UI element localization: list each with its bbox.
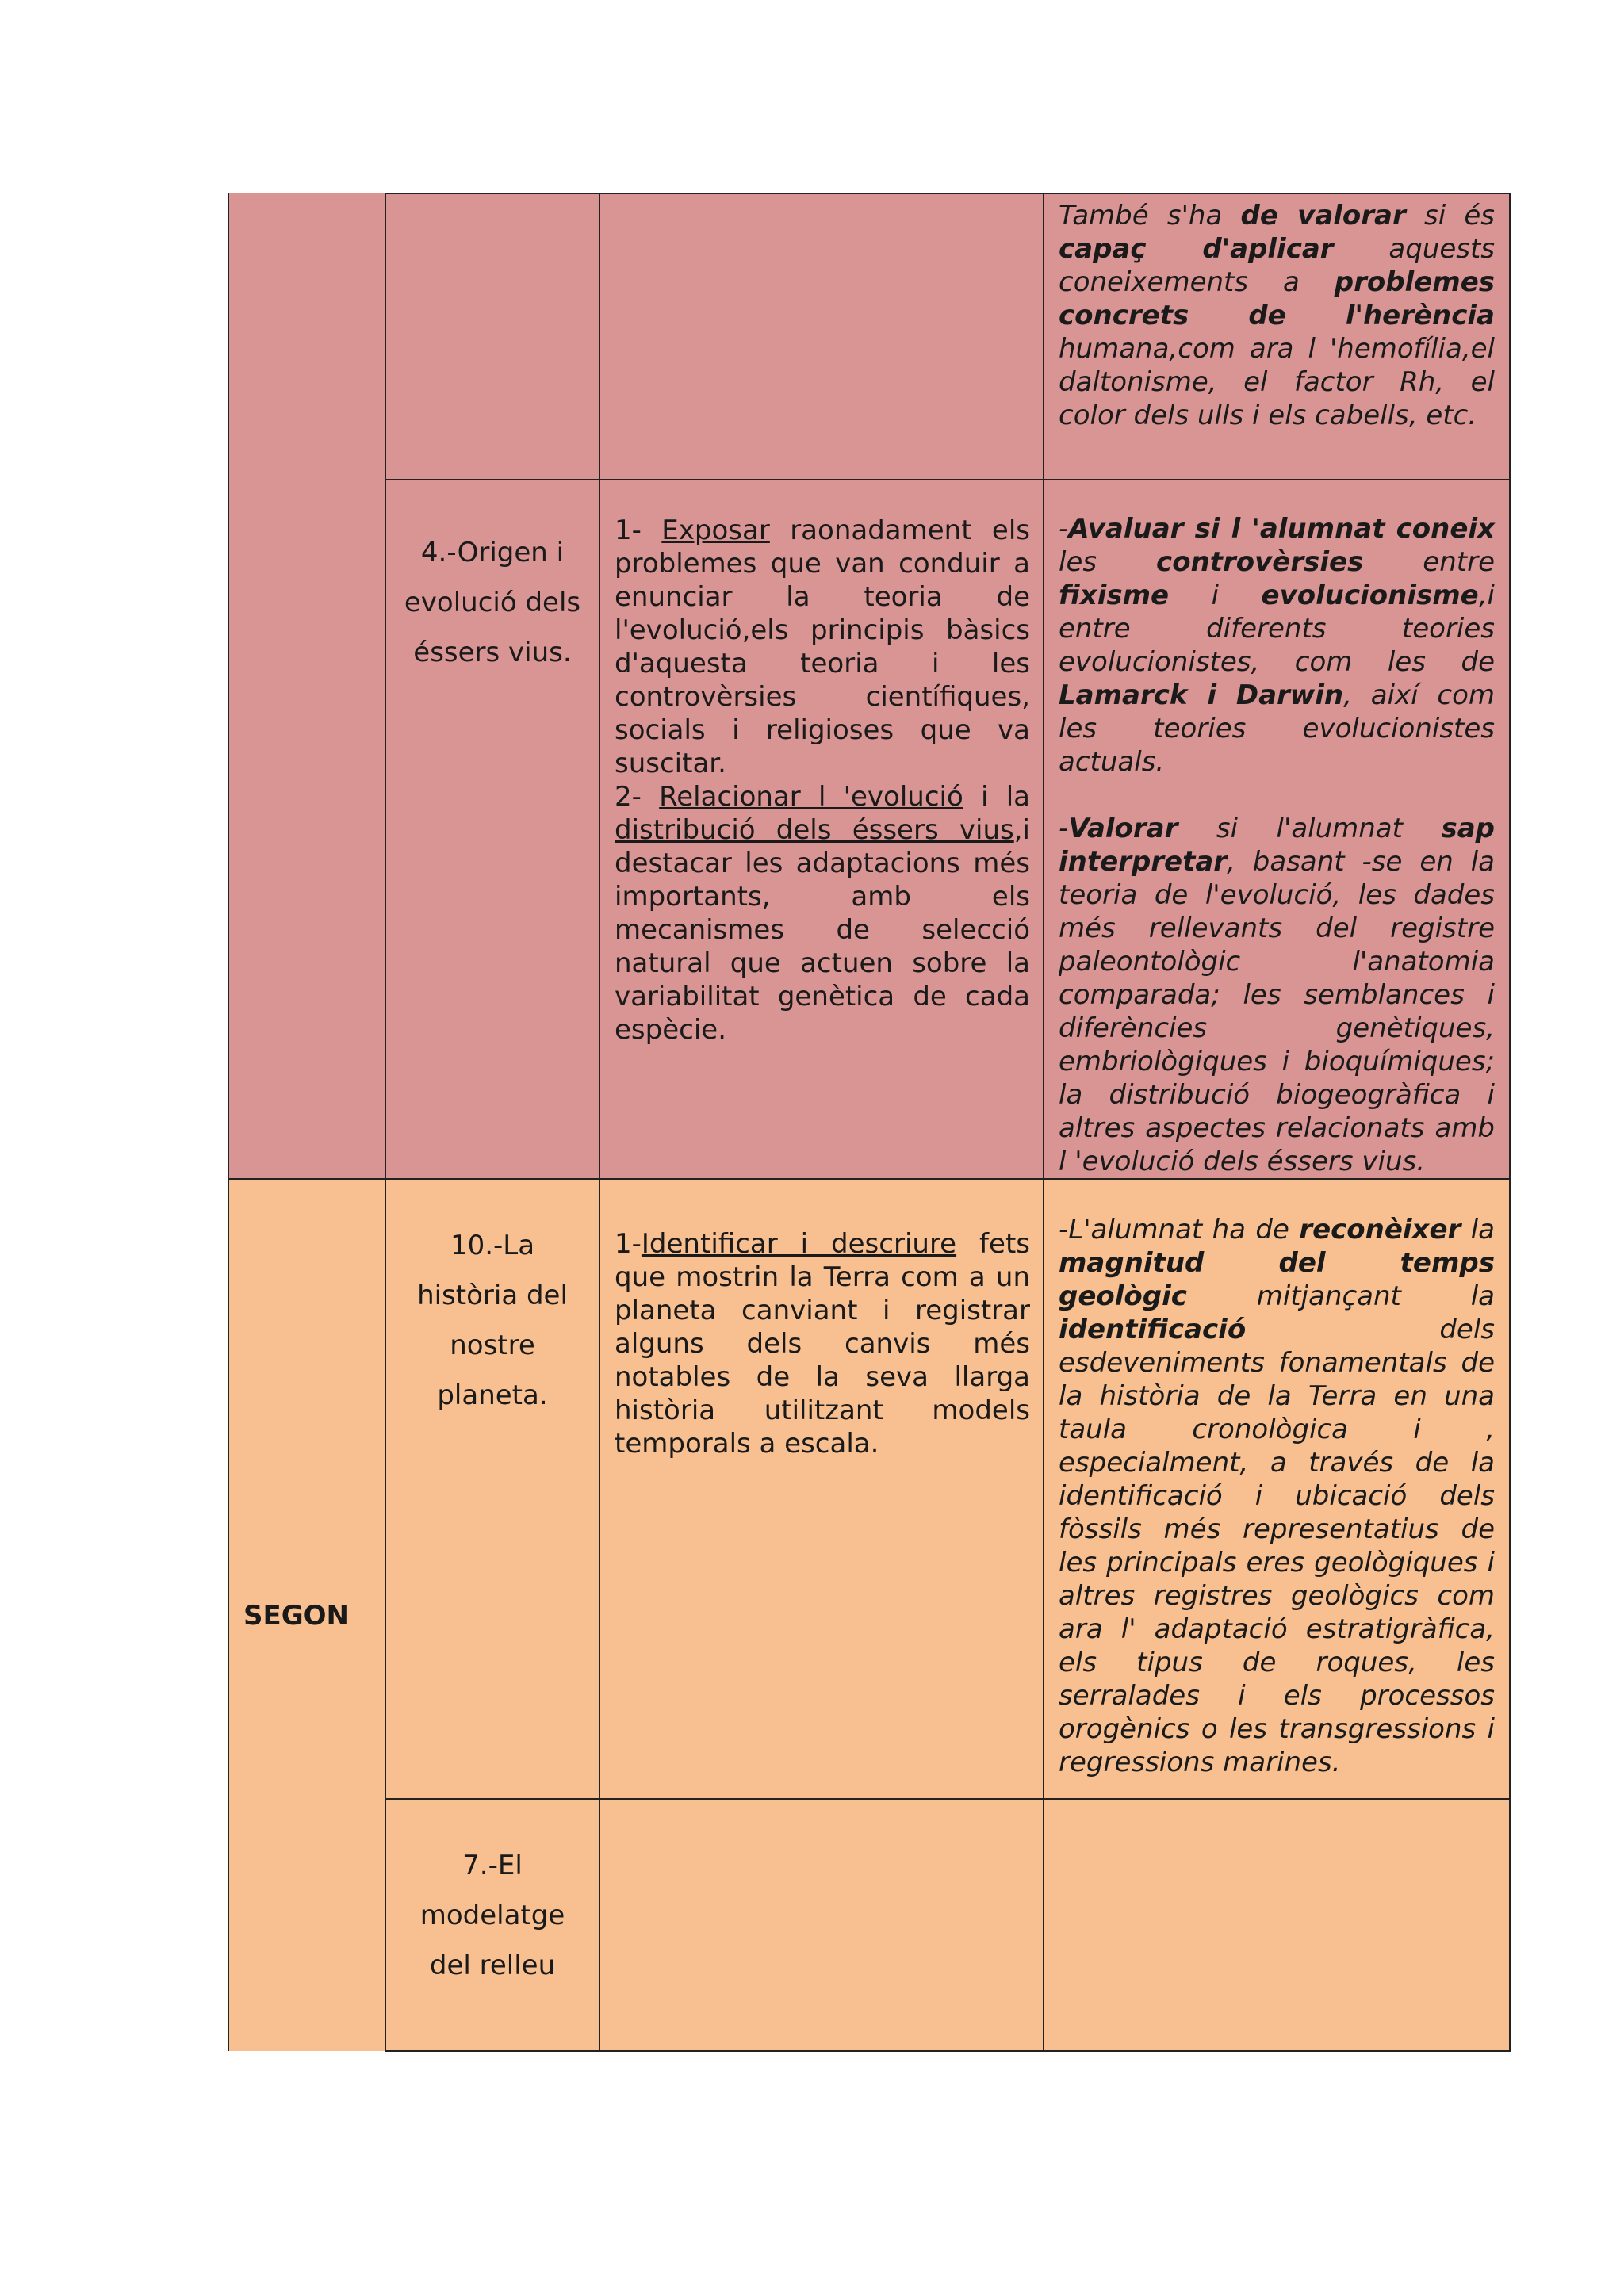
criteria-text: 1-Identificar i descriure fets que mostrin la Terra com a un planeta canviant i registrar alguns dels canvis més notables de la seva llarga història utilitzant models temporals a escala. (615, 1228, 1030, 1460)
unit-cell (385, 193, 599, 480)
unit-cell (385, 1799, 599, 2051)
evaluation-cell (1044, 193, 1510, 480)
block-cell-previous (228, 193, 385, 1179)
criteria-cell (599, 1799, 1044, 2051)
evaluation-text: -L'alumnat ha de reconèixer la magnitud del temps geològic mitjançant la identificació dels esdeveniments fonamentals de la història de la Terra en una taula cronològica i , especialment, a través de la identificació i ubicació dels fòssils més representatius de les principals eres geològiques i altres registres geològics com ara l' adaptació estratigràfica, els tipus de roques, les serralades i els processos orogènics o les transgressions i regressions marines. (1059, 1214, 1496, 1778)
block-cell-segon (228, 1179, 385, 2051)
criteria-cell (599, 480, 1044, 1179)
evaluation-cell (1044, 1179, 1510, 1799)
evaluation-text: -Avaluar si l 'alumnat coneix les controvèrsies entre fixisme i evolucionisme,i entre diferents teories evolucionistes, com les de Lamarck i Darwin, així com les teories evolucionistes actuals. -Valorar si l'alumnat sap interpretar, basant -se en la teoria de l'evolució, les dades més rellevants del registre paleontològic l'anatomia comparada; les semblances i diferències genètiques, embriològiques i bioquímiques; la distribució biogeogràfica i altres aspectes relacionats amb l 'evolució dels éssers vius. (1059, 513, 1495, 1177)
unit-title: 10.-La història del nostre planeta. (417, 1230, 568, 1411)
evaluation-cell (1044, 480, 1510, 1179)
unit-title: 7.-El modelatge del relleu (419, 1850, 565, 1981)
unit-cell (385, 480, 599, 1179)
evaluation-cell (1044, 1799, 1510, 2051)
unit-cell (385, 1179, 599, 1799)
block-label: SEGON (243, 1599, 349, 1632)
curriculum-table (228, 193, 1511, 2052)
criteria-cell (599, 1179, 1044, 1799)
criteria-cell (599, 193, 1044, 480)
unit-title: 4.-Origen i evolució dels éssers vius. (404, 537, 581, 668)
evaluation-text: També s'ha de valorar si és capaç d'aplicar aquests coneixements a problemes concrets de l'herència humana,com ara l 'hemofília,el daltonisme, el factor Rh, el color dels ulls i els cabells, etc. (1059, 200, 1495, 431)
criteria-text: 1- Exposar raonadament els problemes que van conduir a enunciar la teoria de l'evolució,els principis bàsics d'aquesta teoria i les controvèrsies científiques, socials i religioses que va suscitar. 2- Relacionar l 'evolució i la distribució dels éssers vius,i destacar les adaptacions més importants, amb els mecanismes de selecció natural que actuen sobre la variabilitat genètica de cada espècie. (615, 515, 1030, 1046)
